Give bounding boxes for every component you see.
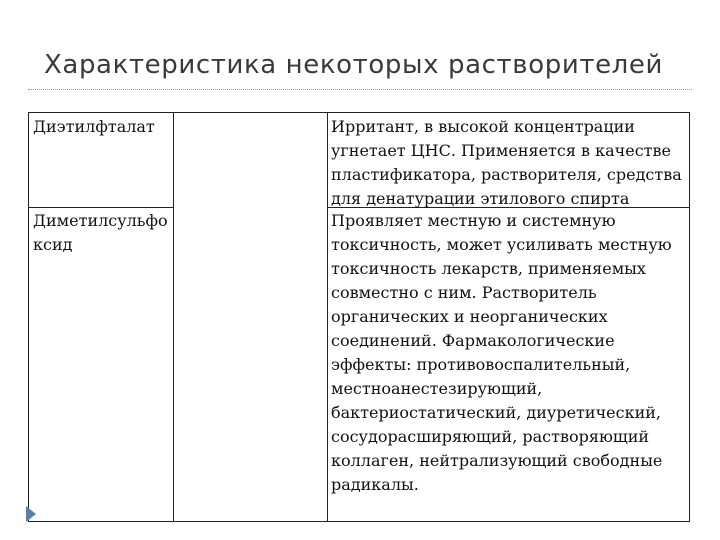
table-cell-description-diethylphthalate: Ирритант, в высокой концентрации угнетает ЦНС. Применяется в качестве пластификатора, растворителя, средства для денатурации этилового спирта	[331, 117, 682, 208]
row-divider-left	[29, 207, 174, 208]
slide-title: Характеристика некоторых растворителей	[44, 50, 663, 80]
triangle-bullet-icon	[26, 506, 36, 522]
table-cell-name-dmso: Диметилсульфо ксид	[33, 211, 168, 254]
solvents-table	[28, 112, 690, 522]
column-divider-1	[173, 113, 174, 521]
title-divider	[28, 89, 692, 90]
column-divider-2	[327, 113, 328, 521]
table-cell-description-dmso: Проявляет местную и системную токсичность, может усиливать местную токсичность лекарств, применяемых совместно с ним. Растворитель органических и неорганических соединений. Фармакологические эффекты: противовоспалительный, местноанестезирующий, бактериостатический, диуретический, сосудорасширяющий, растворяющий коллаген, нейтрализующий свободные радикалы.	[331, 211, 672, 494]
table-cell-name-diethylphthalate: Диэтилфталат	[33, 117, 155, 136]
